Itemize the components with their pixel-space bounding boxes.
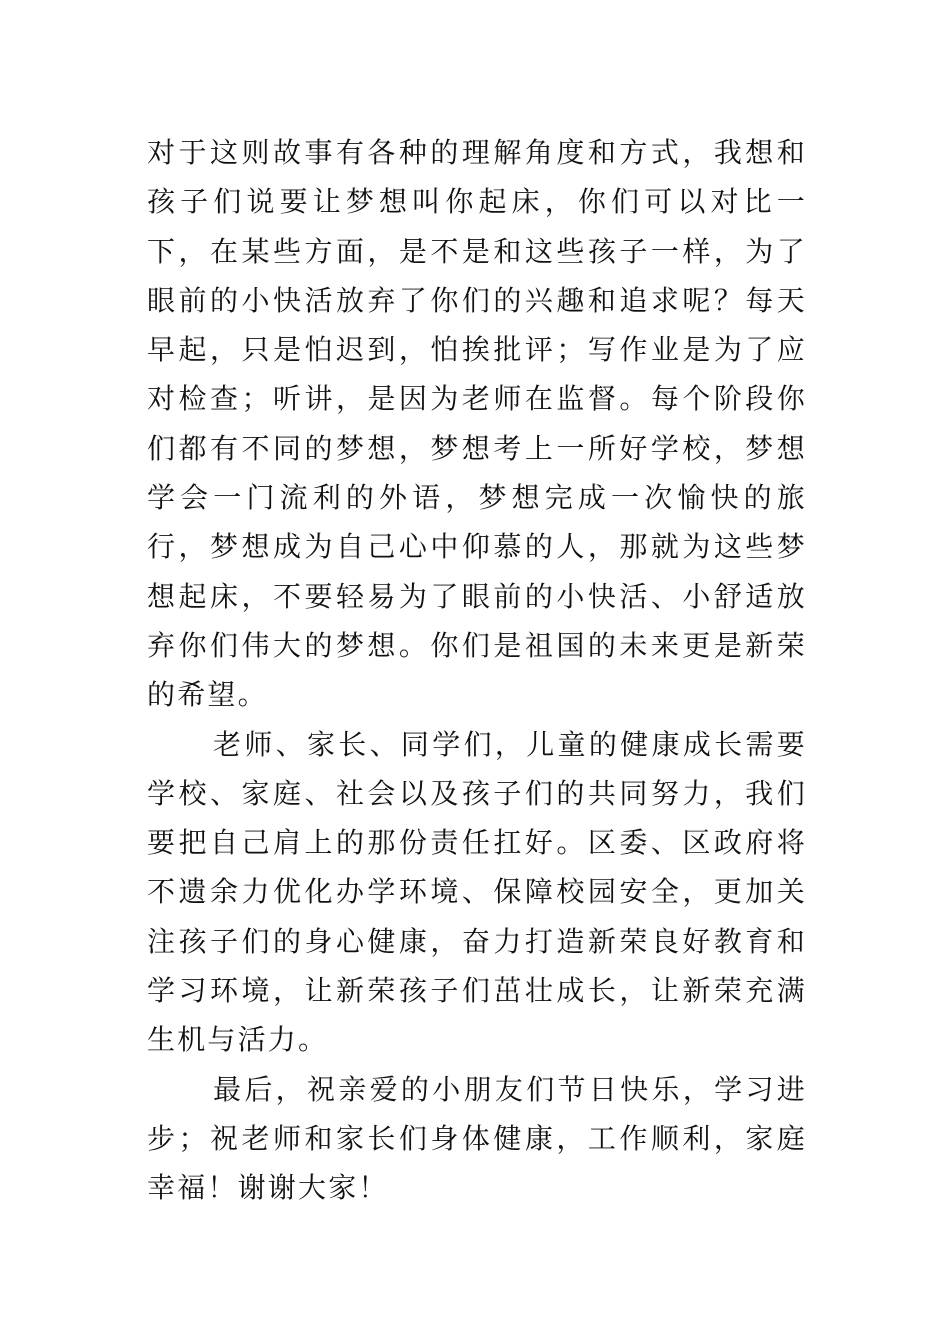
paragraph-story-reflection: 对于这则故事有各种的理解角度和方式，我想和孩子们说要让梦想叫你起床，你们可以对比一下，在某些方面，是不是和这些孩子一样，为了眼前的小快活放弃了你们的兴趣和追求呢？每天早起，只是怕迟到，怕挨批评；写作业是为了应对检查；听讲，是因为老师在监督。每个阶段你们都有不同的梦想，梦想考上一所好学校，梦想学会一门流利的外语，梦想完成一次愉快的旅行，梦想成为自己心中仰慕的人，那就为这些梦想起床，不要轻易为了眼前的小快活、小舒适放弃你们伟大的梦想。你们是祖国的未来更是新荣的希望。 xyxy=(147,136,807,712)
paragraph-shared-responsibility: 老师、家长、同学们，儿童的健康成长需要学校、家庭、社会以及孩子们的共同努力，我们要把自己肩上的那份责任扛好。区委、区政府将不遗余力优化办学环境、保障校园安全，更加关注孩子们的身心健康，奋力打造新荣良好教育和学习环境，让新荣孩子们茁壮成长，让新荣充满生机与活力。 xyxy=(147,727,807,1057)
paragraph-closing-wishes: 最后，祝亲爱的小朋友们节日快乐，学习进步；祝老师和家长们身体健康，工作顺利，家庭幸福！谢谢大家！ xyxy=(147,1072,807,1205)
document-body xyxy=(147,128,807,1213)
